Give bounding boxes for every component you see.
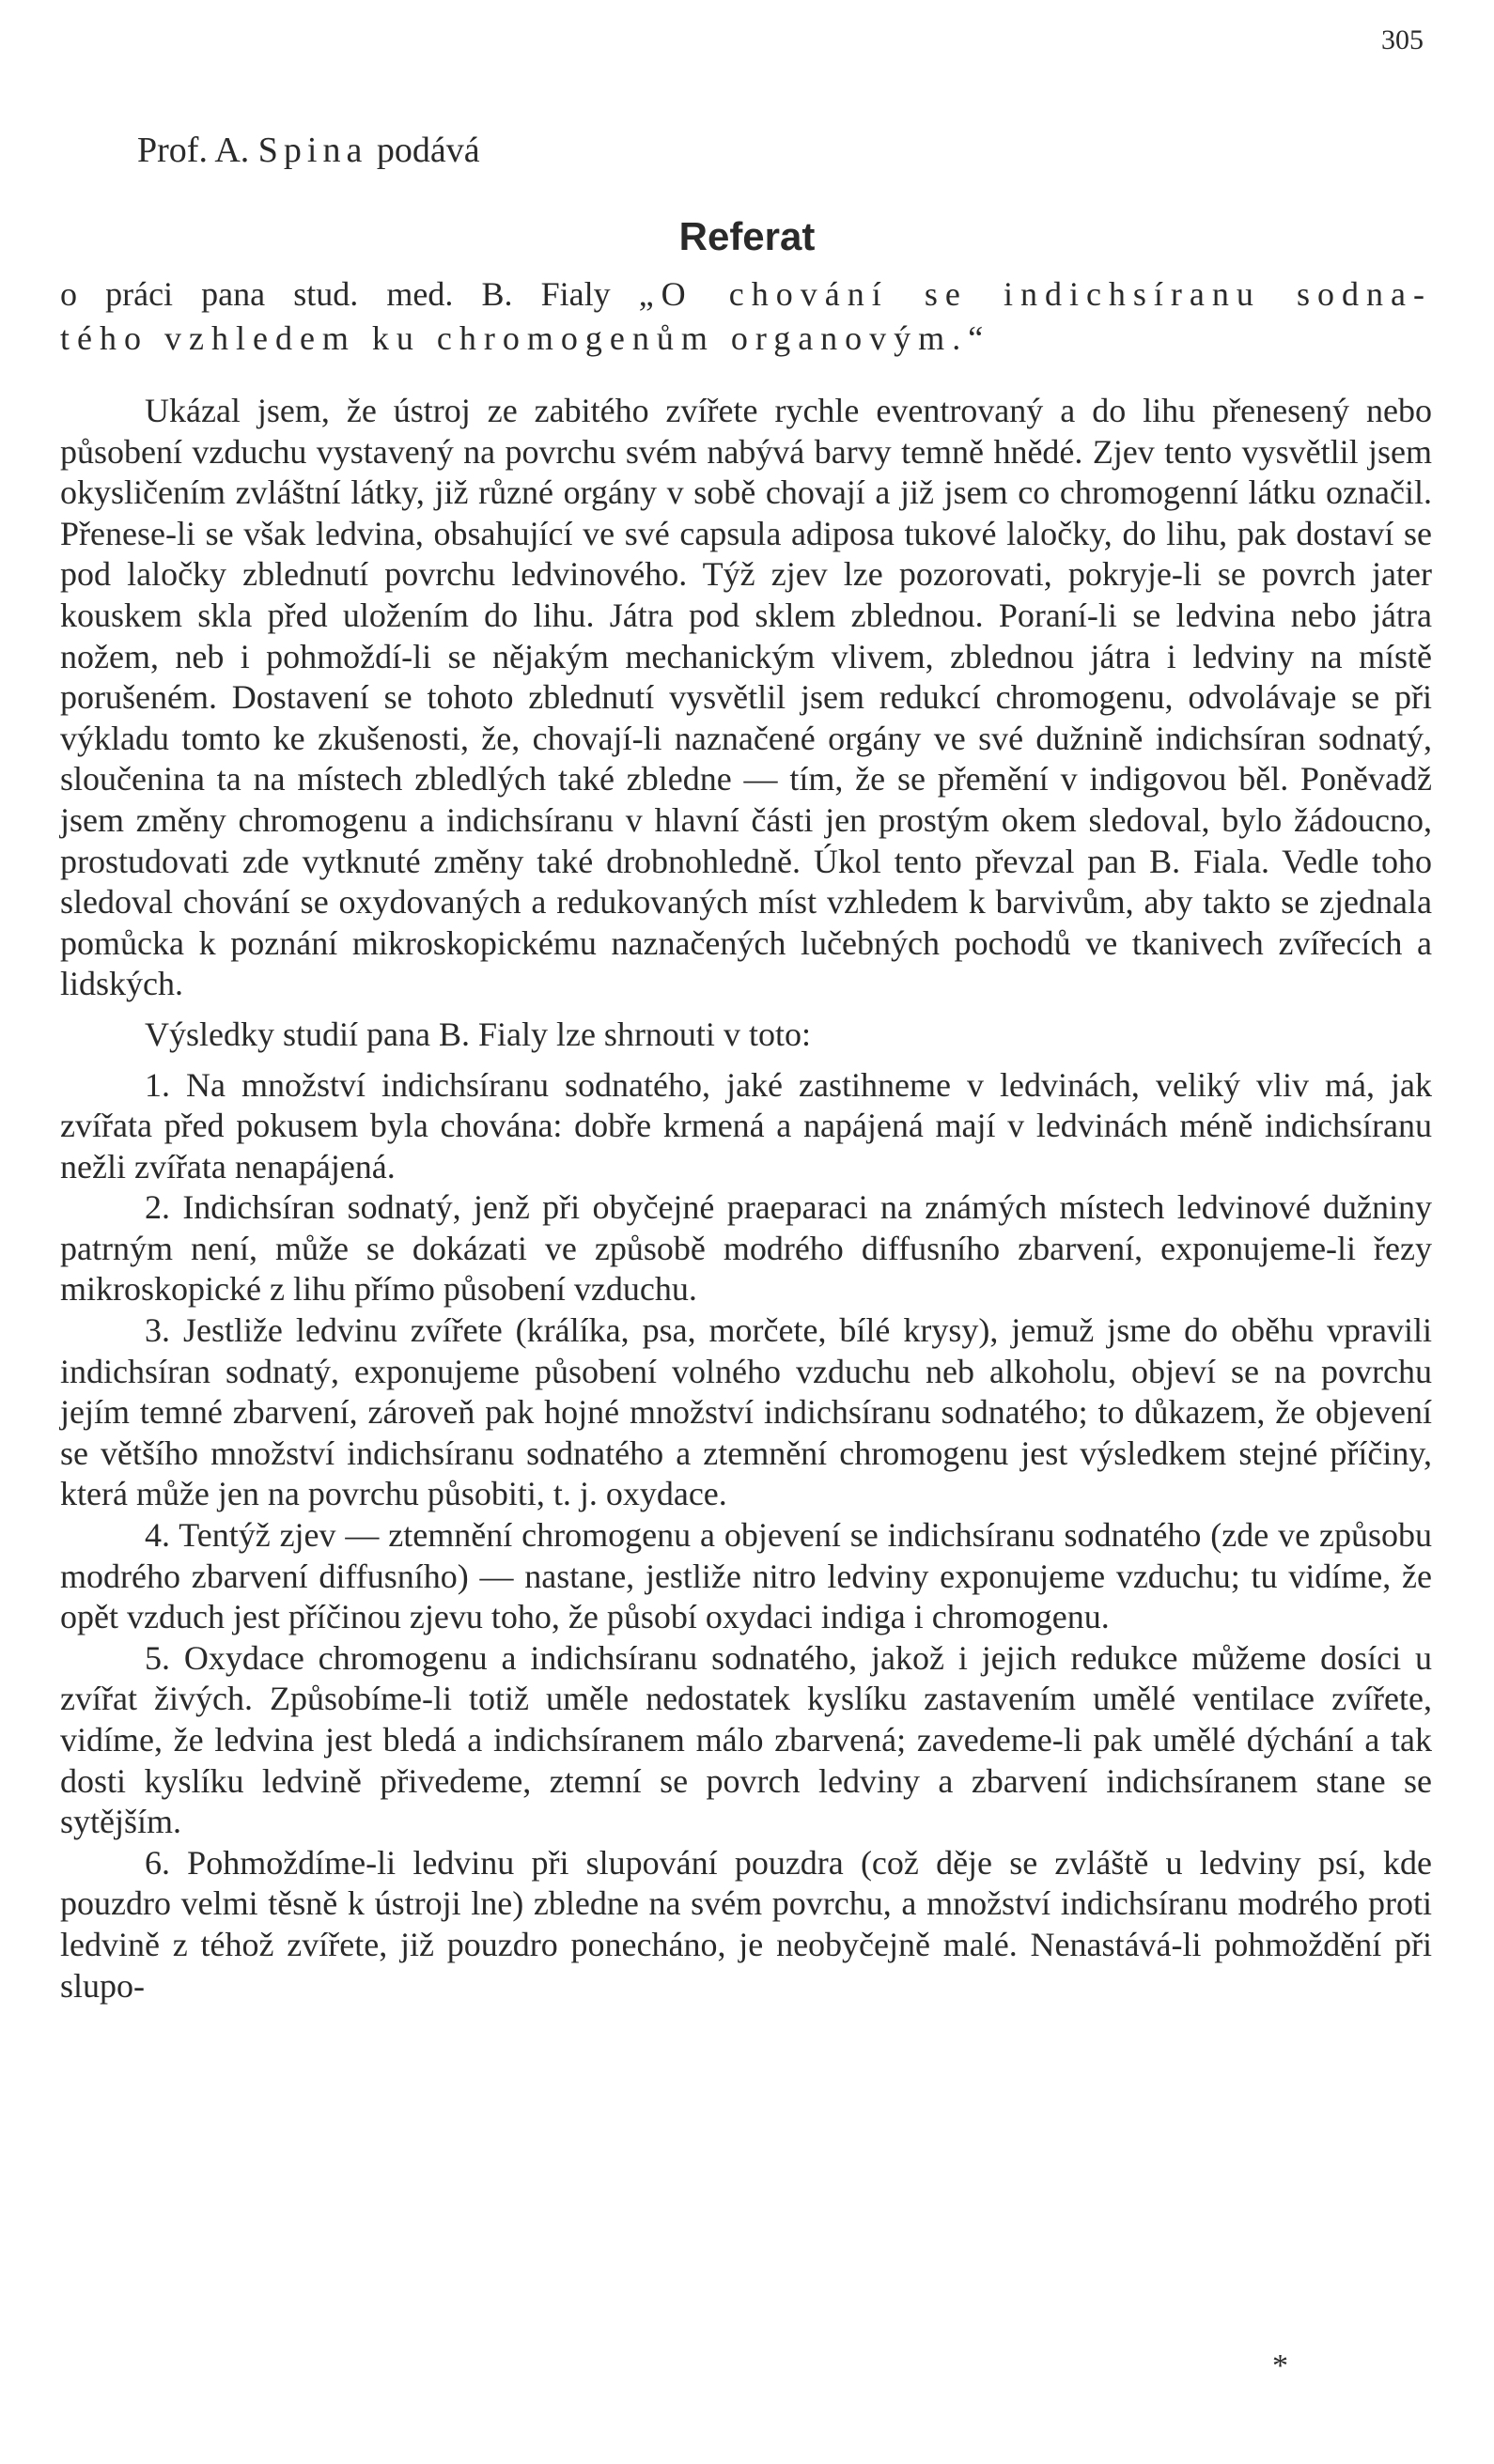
subtitle-spaced-2: tého vzhledem ku chromogenům organovým.“ [60, 319, 991, 357]
result-item-3: 3. Jestliže ledvinu zvířete (králíka, psa, morčete, bílé krysy), jemuž jsme do oběhu vpravili indichsíran sodnatý, exponujeme působení volného vzduchu neb alkoholu, objeví se na povrchu jejím temné zbarvení, zároveň pak hojné množství indichsíranu sodnatého; to důkazem, že objevení se většího množství indichsíranu sodnatého a ztemnění chromogenu jest výsledkem stejné příčiny, která může jen na povrchu působiti, t. j. oxydace. [60, 1311, 1432, 1513]
result-item-4: 4. Tentýž zjev — ztemnění chromogenu a objevení se indichsíranu sodnatého (zde ve způsobu modrého zbarvení diffusního) — nastane, jestliže nitro ledviny exponujeme vzduchu; tu vidíme, že opět vzduch jest příčinou zjevu toho, že působí oxydaci indiga i chromogenu. [60, 1516, 1432, 1636]
result-item-2: 2. Indichsíran sodnatý, jenž při obyčejné praeparaci na známých místech ledvinové dužniny patrným není, může se dokázati ve způsobě modrého diffusního zbarvení, exponujeme-li řezy mikroskopické z lihu přímo působení vzduchu. [60, 1188, 1432, 1309]
intro-paragraph: Ukázal jsem, že ústroj ze zabitého zvířete rychle eventrovaný a do lihu přenesený nebo působení vzduchu vystavený na povrchu svém nabývá barvy temně hnědé. Zjev tento vysvětlil jsem okysličením zvláštní látky, již různé orgány v sobě chovají a již jsem co chromogenní látku označil. Přenese-li se však ledvina, obsahující ve své capsula adiposa tukové laločky, do lihu, pak dostaví se pod laločky zblednutí povrchu ledvinového. Týž zjev lze pozorovati, pokryje-li se povrch jater kouskem skla před uložením do lihu. Játra pod sklem zblednou. Poraní-li se ledvina nebo játra nožem, neb i pohmoždí-li se nějakým mechanickým vlivem, zblednou játra i ledviny na místě porušeném. Dostavení se tohoto zblednutí vysvětlil jsem redukcí chromogenu, odvolávaje se při výkladu tomto ke zkušenosti, že, chovají-li naznačené orgány ve své dužnině indichsíran sodnatý, sloučenina ta na místech zbledlých také zbledne — tím, že se přemění v indigovou běl. Poněvadž jsem změny chromogenu a indichsíranu v hlavní části jen prostým okem sledoval, bylo žádoucno, prostudovati zde vytknuté změny také drobnohledně. Úkol tento převzal pan B. Fiala. Vedle toho sledoval chování se oxydovaných a redukovaných míst vzhledem k barvivům, aby takto se zjednala pomůcka k poznání mikroskopickému naznačených lučebných pochodů ve tkanivech zvířecích a lidských. [60, 392, 1432, 1003]
footnote-mark: * [1272, 2348, 1288, 2383]
subtitle-pre: o práci pana stud. med. B. Fialy [60, 275, 611, 313]
result-item-5: 5. Oxydace chromogenu a indichsíranu sodnatého, jakož i jejich redukce můžeme dosíci u zvířat živých. Způsobíme-li totiž uměle nedostatek kyslíku zastavením umělé ventilace zvířete, vidíme, že ledvina jest bledá a indichsíranem málo zbarvená; zavedeme-li pak umělé dýchání a tak dosti kyslíku ledvině přivedeme, ztemní se povrch ledviny a zbarvení indichsíranem stane se sytějším. [60, 1638, 1432, 1841]
presenter-prefix: Prof. A. [137, 131, 250, 170]
subtitle [60, 272, 1432, 361]
results-lead: Výsledky studií pana B. Fialy lze shrnouti v toto: [145, 1015, 811, 1053]
page-number: 305 [1381, 24, 1424, 55]
presenter-line [137, 130, 480, 171]
result-item-1: 1. Na množství indichsíranu sodnatého, jaké zastihneme v ledvinách, veliký vliv má, jak zvířata před pokusem byla chována: dobře krmená a napájená mají v ledvinách méně indichsíranu nežli zvířata nenapájená. [60, 1065, 1432, 1186]
subtitle-spaced-1: „O chování se indichsíranu sodna- [638, 275, 1432, 313]
result-item-6: 6. Pohmoždíme-li ledvinu při slupování pouzdra (což děje se zvláště u ledviny psí, kde pouzdro velmi těsně k ústroji lne) zbledne na svém povrchu, a množství indichsíranu modrého proti ledvině z téhož zvířete, již pouzdro ponecháno, je neobyčejně malé. Nenastává-li pohmoždění při slupo- [60, 1843, 1432, 2005]
page-title: Referat [678, 214, 816, 258]
body-text [60, 391, 1432, 2007]
presenter-verb: podává [376, 131, 480, 170]
presenter-name: Spina [257, 131, 368, 170]
